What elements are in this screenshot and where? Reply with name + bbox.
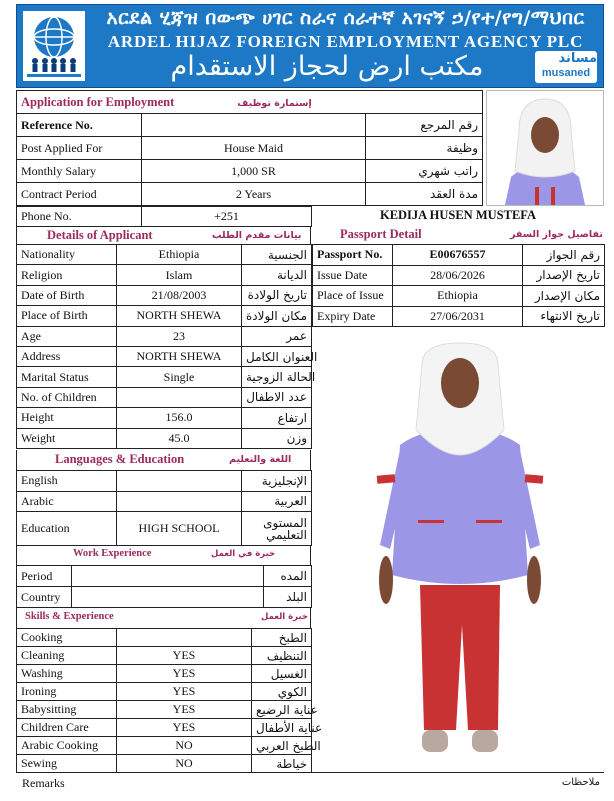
- application-title-arabic: إستمارة توظيف: [237, 97, 312, 109]
- row-label-arabic: مكان الولادة: [242, 306, 312, 326]
- row-value: Ethiopia: [117, 245, 242, 265]
- remarks-row: [16, 772, 604, 794]
- details-row: [17, 245, 312, 265]
- details-section-header: [16, 226, 311, 244]
- row-label: Ironing: [17, 683, 117, 701]
- passport-title-arabic: تفاصيل جواز السفر: [510, 229, 603, 240]
- languages-row: [17, 491, 312, 512]
- row-value: NO: [117, 737, 252, 755]
- row-label-arabic: رقم الجواز: [523, 245, 605, 266]
- remarks-label: Remarks: [22, 776, 65, 790]
- row-value: [117, 471, 242, 492]
- row-label-arabic: التنظيف: [252, 647, 312, 665]
- skills-title-arabic: خبرة العمل: [261, 612, 309, 622]
- row-label: Monthly Salary: [17, 160, 142, 183]
- row-label-arabic: العربية: [242, 491, 312, 512]
- portrait-illustration-icon: [487, 91, 603, 205]
- row-value: YES: [117, 683, 252, 701]
- row-label: Period: [17, 566, 72, 587]
- skills-section-header: [16, 608, 311, 628]
- row-label: Passport No.: [313, 245, 393, 266]
- row-label: Weight: [17, 428, 117, 448]
- row-label: English: [17, 471, 117, 492]
- musaned-logo-english: musaned: [541, 67, 591, 79]
- skills-row: [17, 755, 312, 773]
- row-label-arabic: المده: [264, 566, 312, 587]
- application-title: Application for Employment: [21, 94, 175, 109]
- remarks-label-arabic: ملاحظات: [561, 777, 600, 788]
- row-label: Expiry Date: [313, 306, 393, 327]
- skills-row: [17, 665, 312, 683]
- details-title: Details of Applicant: [47, 228, 153, 242]
- skills-row: [17, 629, 312, 647]
- row-label: No. of Children: [17, 387, 117, 407]
- row-label-arabic: الحالة الزوجية: [242, 367, 312, 387]
- passport-row: [313, 245, 605, 266]
- details-row: [17, 367, 312, 387]
- row-label-arabic: تاريخ الإصدار: [523, 265, 605, 286]
- row-label: Children Care: [17, 719, 117, 737]
- row-value: YES: [117, 665, 252, 683]
- details-table: [16, 244, 318, 449]
- work-row: [17, 566, 312, 587]
- row-value: YES: [117, 647, 252, 665]
- row-label-arabic: الغسيل: [252, 665, 312, 683]
- agency-name-amharic: አርደል ሂጃዝ በውጭ ሀገር ስራና ሰራተኛ አገናኝ ኃ/የተ/የግ/ማህበር: [106, 7, 585, 29]
- details-title-arabic: بيانات مقدم الطلب: [212, 230, 302, 241]
- row-value: [117, 387, 242, 407]
- languages-table: [16, 470, 312, 546]
- phone-value: +251: [142, 207, 312, 227]
- row-label: Cooking: [17, 629, 117, 647]
- passport-row: [313, 306, 605, 327]
- row-value: Single: [117, 367, 242, 387]
- details-row: [17, 265, 312, 285]
- full-body-illustration-icon: [350, 335, 570, 765]
- application-title-cell: [17, 91, 483, 114]
- row-label-arabic: رقم المرجع: [366, 114, 483, 137]
- passport-row: [313, 286, 605, 307]
- languages-title-arabic: اللغة والتعليم: [229, 454, 292, 465]
- row-label-arabic: عناية الرضيع: [252, 701, 312, 719]
- row-value: 1,000 SR: [142, 160, 366, 183]
- row-label-arabic: عناية الأطفال: [252, 719, 312, 737]
- row-label-arabic: ارتفاع: [242, 408, 312, 428]
- row-value: HIGH SCHOOL: [117, 512, 242, 546]
- row-value: 27/06/2031: [393, 306, 523, 327]
- row-value: YES: [117, 719, 252, 737]
- row-value: E00676557: [393, 245, 523, 266]
- applicant-full-name: KEDIJA HUSEN MUSTEFA: [379, 208, 537, 222]
- application-row: [17, 183, 483, 206]
- details-row: [17, 428, 312, 448]
- agency-logo-icon: [23, 11, 85, 81]
- row-value: 28/06/2026: [393, 265, 523, 286]
- details-row: [17, 285, 312, 305]
- row-label: Reference No.: [17, 114, 142, 137]
- row-label-arabic: وظيفة: [366, 137, 483, 160]
- agency-banner: [16, 4, 604, 88]
- row-value: House Maid: [142, 137, 366, 160]
- row-value: Islam: [117, 265, 242, 285]
- row-label-arabic: الجنسية: [242, 245, 312, 265]
- row-label: Cleaning: [17, 647, 117, 665]
- application-row: [17, 114, 483, 137]
- skills-row: [17, 719, 312, 737]
- row-value: [142, 114, 366, 137]
- details-row: [17, 346, 312, 366]
- phone-table: [16, 206, 312, 227]
- languages-row: [17, 512, 312, 546]
- work-table: [16, 565, 312, 608]
- row-label: Religion: [17, 265, 117, 285]
- phone-label: Phone No.: [17, 207, 142, 227]
- passport-table: [312, 244, 605, 327]
- row-value: 2 Years: [142, 183, 366, 206]
- details-row: [17, 387, 312, 407]
- row-label: Education: [17, 512, 117, 546]
- row-label: Height: [17, 408, 117, 428]
- row-label: Arabic Cooking: [17, 737, 117, 755]
- row-value: YES: [117, 701, 252, 719]
- row-label-arabic: البلد: [264, 587, 312, 608]
- row-label: Date of Birth: [17, 285, 117, 305]
- row-label-arabic: الطبخ العربي: [252, 737, 312, 755]
- application-row: [17, 160, 483, 183]
- row-label-arabic: وزن: [242, 428, 312, 448]
- agency-name-english: ARDEL HIJAZ FOREIGN EMPLOYMENT AGENCY PLC: [107, 32, 584, 51]
- row-label-arabic: مكان الإصدار: [523, 286, 605, 307]
- row-label: Issue Date: [313, 265, 393, 286]
- row-label: Arabic: [17, 491, 117, 512]
- work-section-header: [16, 545, 311, 565]
- row-label-arabic: عدد الاطفال: [242, 387, 312, 407]
- details-row: [17, 306, 312, 326]
- musaned-logo-arabic: مساند: [558, 51, 597, 66]
- row-label-arabic: المستوى التعليمي: [242, 512, 312, 546]
- row-value: NO: [117, 755, 252, 773]
- row-value: NORTH SHEWA: [117, 346, 242, 366]
- languages-title: Languages & Education: [55, 452, 185, 466]
- skills-row: [17, 737, 312, 755]
- passport-section-header: [312, 226, 604, 244]
- row-label-arabic: الديانة: [242, 265, 312, 285]
- row-label: Address: [17, 346, 117, 366]
- application-row: [17, 137, 483, 160]
- skills-row: [17, 701, 312, 719]
- languages-section-header: [16, 450, 311, 470]
- skills-title: Skills & Experience: [25, 611, 114, 622]
- row-label: Washing: [17, 665, 117, 683]
- row-value: NORTH SHEWA: [117, 306, 242, 326]
- passport-row: [313, 265, 605, 286]
- row-value: [117, 491, 242, 512]
- row-value: 45.0: [117, 428, 242, 448]
- skills-row: [17, 647, 312, 665]
- row-label: Age: [17, 326, 117, 346]
- details-row: [17, 326, 312, 346]
- row-label: Country: [17, 587, 72, 608]
- row-value: 156.0: [117, 408, 242, 428]
- row-label-arabic: راتب شهري: [366, 160, 483, 183]
- agency-name-arabic: مكتب ارض لحجاز الاستقدام: [170, 51, 484, 82]
- row-value: 21/08/2003: [117, 285, 242, 305]
- row-label: Babysitting: [17, 701, 117, 719]
- work-row: [17, 587, 312, 608]
- musaned-logo: [535, 51, 597, 83]
- skills-row: [17, 683, 312, 701]
- languages-row: [17, 471, 312, 492]
- row-label-arabic: تاريخ الولادة: [242, 285, 312, 305]
- row-label-arabic: الكوي: [252, 683, 312, 701]
- row-label: Marital Status: [17, 367, 117, 387]
- work-title: Work Experience: [73, 548, 152, 559]
- passport-title: Passport Detail: [340, 227, 422, 241]
- row-label: Place of Birth: [17, 306, 117, 326]
- row-value: 23: [117, 326, 242, 346]
- skills-table: [16, 628, 323, 773]
- row-value: [117, 629, 252, 647]
- row-label: Nationality: [17, 245, 117, 265]
- application-table: [16, 90, 483, 206]
- row-label-arabic: مدة العقد: [366, 183, 483, 206]
- row-label: Sewing: [17, 755, 117, 773]
- row-label-arabic: تاريخ الانتهاء: [523, 306, 605, 327]
- applicant-portrait-photo: [486, 90, 604, 206]
- row-label-arabic: العنوان الكامل: [242, 346, 312, 366]
- work-title-arabic: خبرة في العمل: [211, 549, 276, 559]
- row-value: [72, 587, 264, 608]
- row-value: Ethiopia: [393, 286, 523, 307]
- row-label: Post Applied For: [17, 137, 142, 160]
- row-label-arabic: الطبخ: [252, 629, 312, 647]
- applicant-full-body-photo: [350, 335, 570, 765]
- row-label: Place of Issue: [313, 286, 393, 307]
- details-row: [17, 408, 312, 428]
- row-value: [72, 566, 264, 587]
- row-label-arabic: خياطة: [252, 755, 312, 773]
- row-label-arabic: عمر: [242, 326, 312, 346]
- row-label-arabic: الإنجليزية: [242, 471, 312, 492]
- row-label: Contract Period: [17, 183, 142, 206]
